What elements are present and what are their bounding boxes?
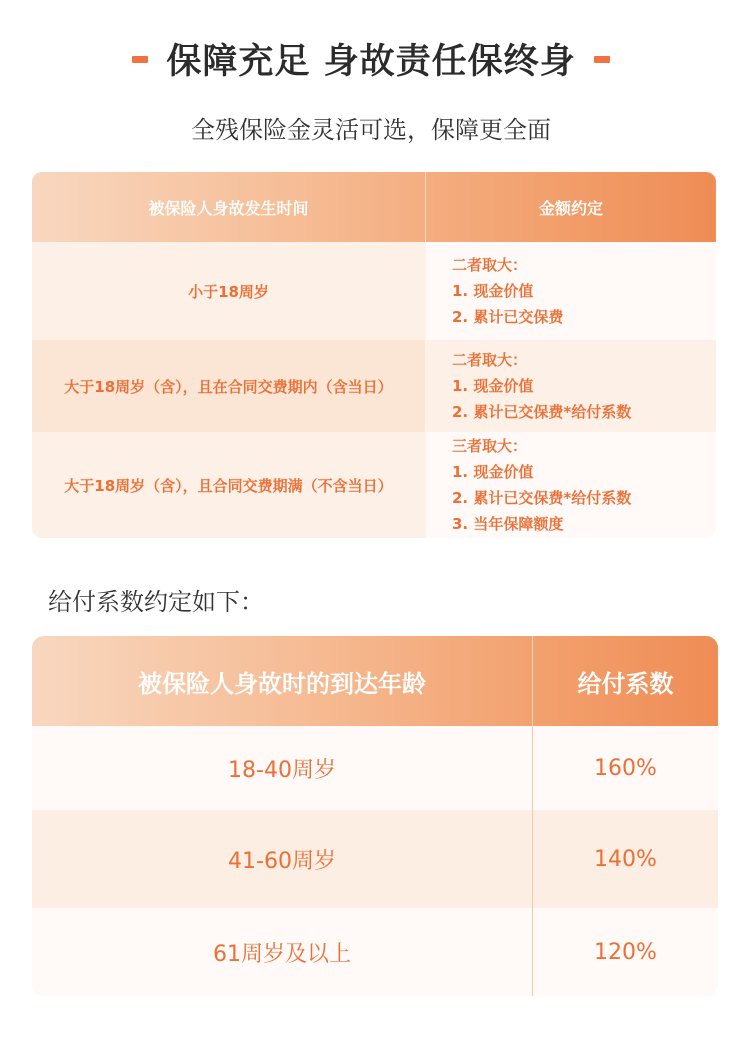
title-right-dash xyxy=(594,56,610,63)
table-row xyxy=(32,242,716,340)
row-coefficient: 120% xyxy=(594,939,657,965)
row-coefficient: 160% xyxy=(594,755,657,781)
table-row xyxy=(32,810,718,908)
row-death-time: 大于18周岁（含），且合同交费期满（不含当日） xyxy=(32,432,425,538)
rule-line: 二者取大： xyxy=(452,256,528,274)
rule-line: 2. 累计已交保费 xyxy=(452,308,564,326)
table-row xyxy=(32,726,718,810)
row-death-time: 大于18周岁（含），且在合同交费期内（含当日） xyxy=(32,340,425,432)
page-subtitle: 全残保险金灵活可选，保障更全面 xyxy=(191,116,551,144)
row-coefficient: 140% xyxy=(594,846,657,872)
coefficient-table xyxy=(32,636,718,996)
row-age: 61周岁及以上 xyxy=(213,941,351,967)
coefficient-caption: 给付系数约定如下： xyxy=(48,588,264,616)
death-benefit-table-header xyxy=(32,172,716,242)
title-left-dash xyxy=(132,56,148,63)
rule-line: 1. 现金价值 xyxy=(452,377,534,395)
rule-line: 1. 现金价值 xyxy=(452,463,534,481)
rule-line: 三者取大： xyxy=(452,437,528,455)
rule-line: 1. 现金价值 xyxy=(452,282,534,300)
row-amount-rule xyxy=(426,242,716,340)
row-age: 41-60周岁 xyxy=(228,848,336,874)
title-row xyxy=(0,36,742,82)
rule-line: 二者取大： xyxy=(452,351,528,369)
coefficient-table-header xyxy=(32,636,718,726)
column-divider xyxy=(532,726,533,996)
row-amount-rule xyxy=(426,340,716,432)
rule-line: 2. 累计已交保费*给付系数 xyxy=(452,489,632,507)
table-row xyxy=(32,432,716,538)
table-row xyxy=(32,340,716,432)
header-age: 被保险人身故时的到达年龄 xyxy=(138,669,426,698)
header-coefficient: 给付系数 xyxy=(577,669,674,698)
table-row xyxy=(32,908,718,996)
death-benefit-table xyxy=(32,172,716,538)
row-death-time: 小于18周岁 xyxy=(32,242,425,340)
header-amount-rule: 金额约定 xyxy=(538,198,603,218)
header-death-time: 被保险人身故发生时间 xyxy=(148,198,309,218)
rule-line: 2. 累计已交保费*给付系数 xyxy=(452,403,632,421)
rule-line: 3. 当年保障额度 xyxy=(452,515,564,533)
row-age: 18-40周岁 xyxy=(228,757,336,783)
row-amount-rule xyxy=(426,432,716,538)
page-title: 保障充足 身故责任保终身 xyxy=(166,42,576,82)
